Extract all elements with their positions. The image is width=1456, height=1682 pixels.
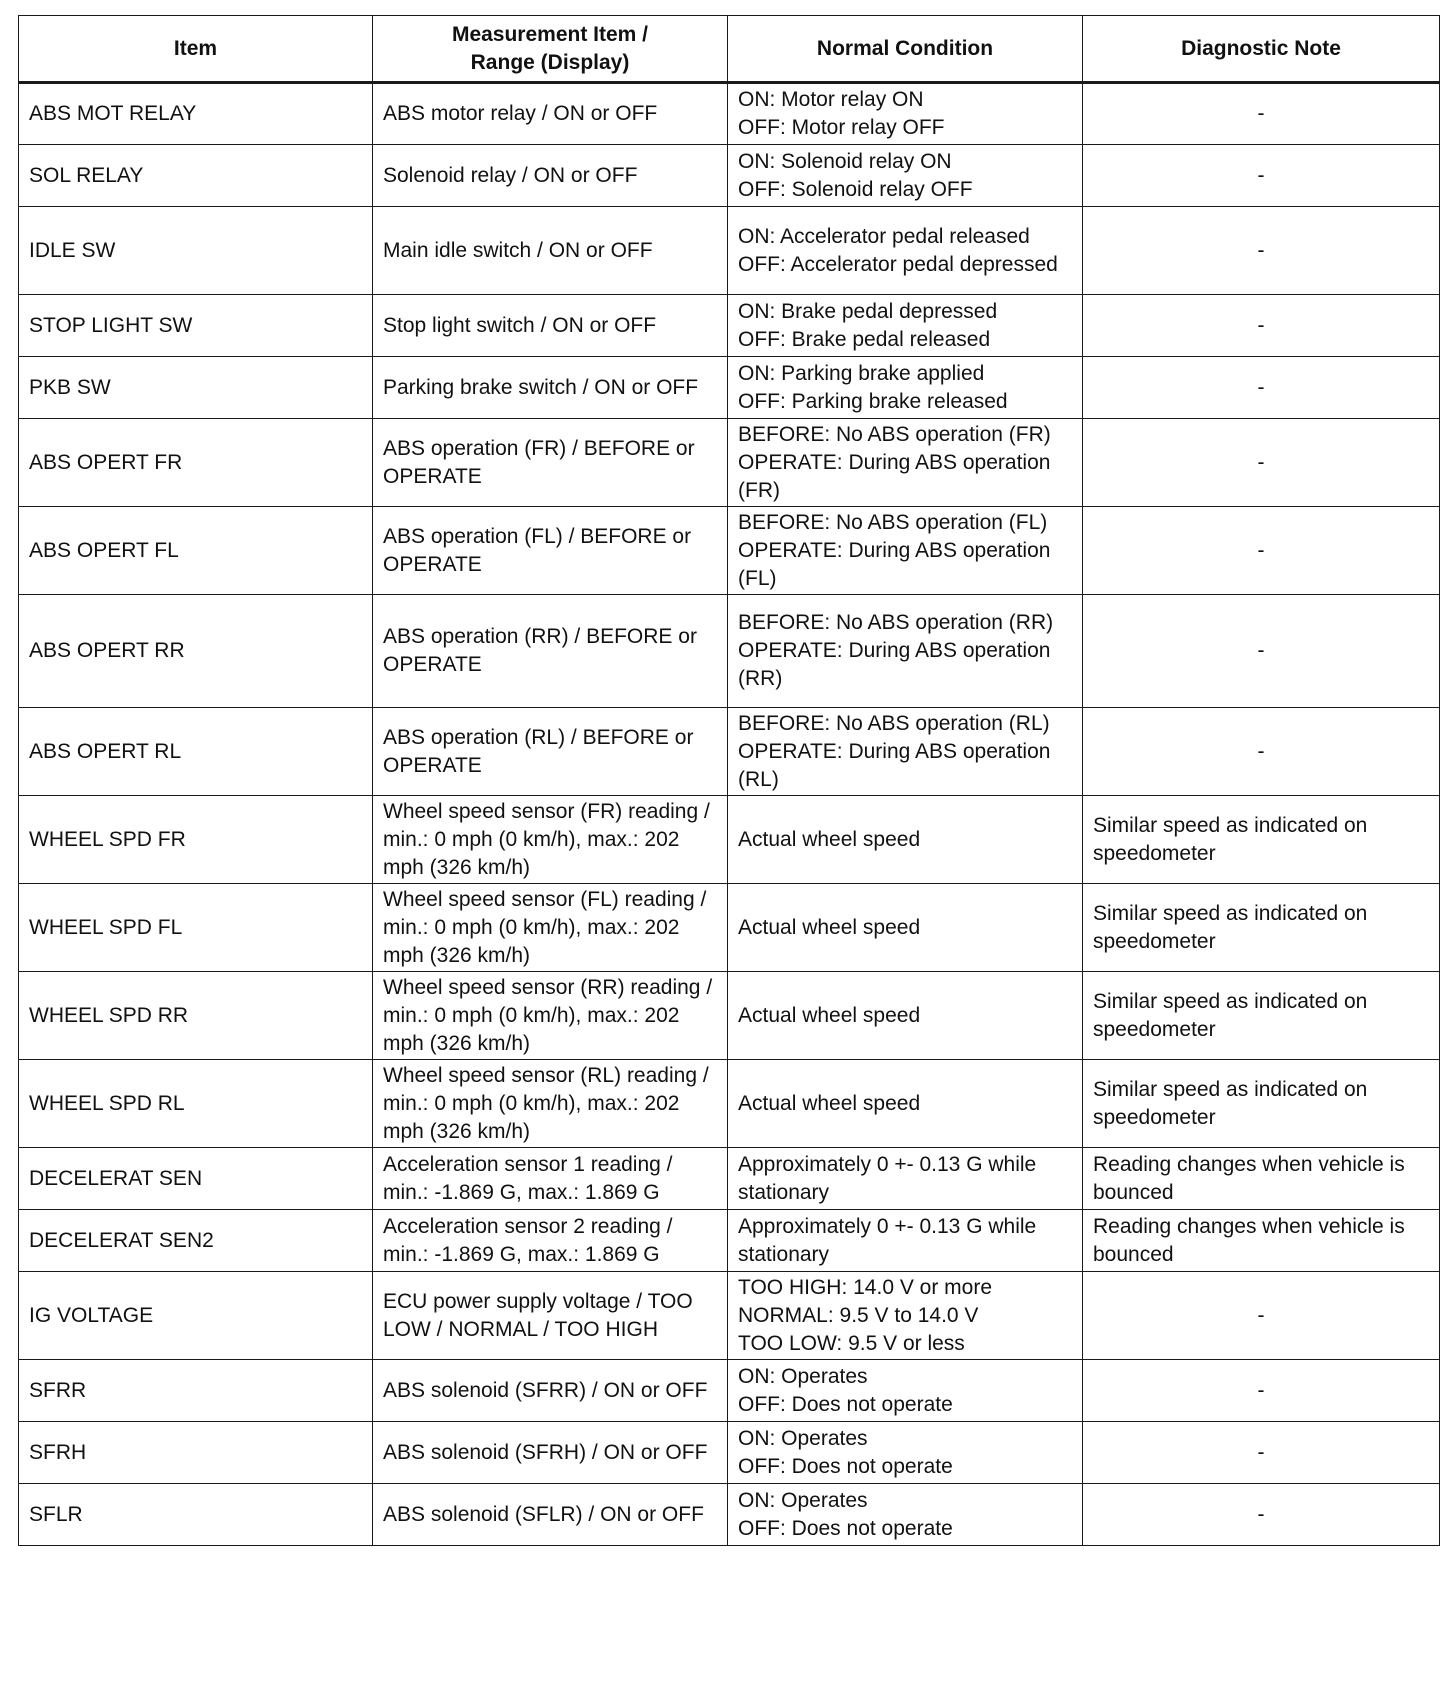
cell-measurement: ABS operation (RL) / BEFORE or OPERATE [373, 708, 728, 796]
table-row [19, 1148, 1440, 1210]
cell-diagnostic-note: - [1083, 357, 1440, 419]
table-row [19, 1484, 1440, 1546]
cell-item: WHEEL SPD FR [19, 796, 373, 884]
cell-normal-condition: BEFORE: No ABS operation (RR) OPERATE: During ABS operation (RR) [728, 595, 1083, 708]
cell-measurement: ABS motor relay / ON or OFF [373, 83, 728, 145]
cell-item: WHEEL SPD RR [19, 972, 373, 1060]
cell-normal-condition: ON: Solenoid relay ON OFF: Solenoid relay OFF [728, 145, 1083, 207]
cell-diagnostic-note: Similar speed as indicated on speedometer [1083, 1060, 1440, 1148]
cell-normal-condition: Actual wheel speed [728, 972, 1083, 1060]
cell-item: SFLR [19, 1484, 373, 1546]
header-item: Item [19, 16, 373, 83]
cell-measurement: Main idle switch / ON or OFF [373, 207, 728, 295]
cell-diagnostic-note: - [1083, 507, 1440, 595]
cell-diagnostic-note: - [1083, 1272, 1440, 1360]
cell-normal-condition: ON: Operates OFF: Does not operate [728, 1422, 1083, 1484]
cell-normal-condition: ON: Operates OFF: Does not operate [728, 1360, 1083, 1422]
table-row [19, 357, 1440, 419]
cell-item: ABS OPERT RL [19, 708, 373, 796]
cell-diagnostic-note: - [1083, 419, 1440, 507]
cell-item: ABS MOT RELAY [19, 83, 373, 145]
cell-diagnostic-note: - [1083, 1484, 1440, 1546]
cell-measurement: ABS operation (RR) / BEFORE or OPERATE [373, 595, 728, 708]
cell-measurement: ABS solenoid (SFRR) / ON or OFF [373, 1360, 728, 1422]
cell-diagnostic-note: Similar speed as indicated on speedometer [1083, 972, 1440, 1060]
cell-item: SFRR [19, 1360, 373, 1422]
cell-normal-condition: ON: Operates OFF: Does not operate [728, 1484, 1083, 1546]
cell-diagnostic-note: - [1083, 708, 1440, 796]
cell-measurement: Stop light switch / ON or OFF [373, 295, 728, 357]
cell-measurement: Solenoid relay / ON or OFF [373, 145, 728, 207]
cell-diagnostic-note: Reading changes when vehicle is bounced [1083, 1148, 1440, 1210]
cell-diagnostic-note: - [1083, 295, 1440, 357]
cell-diagnostic-note: - [1083, 595, 1440, 708]
cell-normal-condition: TOO HIGH: 14.0 V or more NORMAL: 9.5 V to 14.0 V TOO LOW: 9.5 V or less [728, 1272, 1083, 1360]
cell-normal-condition: ON: Accelerator pedal released OFF: Accelerator pedal depressed [728, 207, 1083, 295]
cell-item: IDLE SW [19, 207, 373, 295]
table-row [19, 1422, 1440, 1484]
cell-measurement: ABS solenoid (SFLR) / ON or OFF [373, 1484, 728, 1546]
table-row [19, 1060, 1440, 1148]
table-row [19, 83, 1440, 145]
cell-measurement: ECU power supply voltage / TOO LOW / NORMAL / TOO HIGH [373, 1272, 728, 1360]
cell-item: ABS OPERT FR [19, 419, 373, 507]
cell-diagnostic-note: - [1083, 145, 1440, 207]
cell-measurement: ABS operation (FL) / BEFORE or OPERATE [373, 507, 728, 595]
cell-measurement: ABS operation (FR) / BEFORE or OPERATE [373, 419, 728, 507]
cell-item: WHEEL SPD FL [19, 884, 373, 972]
table-body [19, 83, 1440, 1546]
cell-normal-condition: BEFORE: No ABS operation (FL) OPERATE: During ABS operation (FL) [728, 507, 1083, 595]
cell-item: DECELERAT SEN2 [19, 1210, 373, 1272]
cell-normal-condition: ON: Motor relay ON OFF: Motor relay OFF [728, 83, 1083, 145]
table-row [19, 145, 1440, 207]
table-row [19, 708, 1440, 796]
table-row [19, 1360, 1440, 1422]
cell-normal-condition: Actual wheel speed [728, 1060, 1083, 1148]
cell-normal-condition: ON: Brake pedal depressed OFF: Brake pedal released [728, 295, 1083, 357]
cell-diagnostic-note: - [1083, 1422, 1440, 1484]
cell-item: DECELERAT SEN [19, 1148, 373, 1210]
cell-measurement: Acceleration sensor 2 reading / min.: -1.869 G, max.: 1.869 G [373, 1210, 728, 1272]
cell-measurement: Wheel speed sensor (FR) reading / min.: 0 mph (0 km/h), max.: 202 mph (326 km/h) [373, 796, 728, 884]
cell-normal-condition: Actual wheel speed [728, 796, 1083, 884]
cell-diagnostic-note: Reading changes when vehicle is bounced [1083, 1210, 1440, 1272]
table-row [19, 419, 1440, 507]
cell-measurement: Parking brake switch / ON or OFF [373, 357, 728, 419]
cell-diagnostic-note: - [1083, 1360, 1440, 1422]
cell-normal-condition: Actual wheel speed [728, 884, 1083, 972]
header-normal-condition: Normal Condition [728, 16, 1083, 83]
table-row [19, 207, 1440, 295]
data-list-table [18, 15, 1440, 1546]
table-row [19, 972, 1440, 1060]
table-row [19, 295, 1440, 357]
cell-measurement: Wheel speed sensor (RR) reading / min.: 0 mph (0 km/h), max.: 202 mph (326 km/h) [373, 972, 728, 1060]
cell-item: WHEEL SPD RL [19, 1060, 373, 1148]
cell-item: PKB SW [19, 357, 373, 419]
cell-diagnostic-note: - [1083, 83, 1440, 145]
cell-item: SFRH [19, 1422, 373, 1484]
header-row [19, 16, 1440, 83]
table-row [19, 1210, 1440, 1272]
cell-normal-condition: BEFORE: No ABS operation (FR) OPERATE: During ABS operation (FR) [728, 419, 1083, 507]
cell-measurement: ABS solenoid (SFRH) / ON or OFF [373, 1422, 728, 1484]
cell-item: ABS OPERT RR [19, 595, 373, 708]
cell-measurement: Wheel speed sensor (RL) reading / min.: 0 mph (0 km/h), max.: 202 mph (326 km/h) [373, 1060, 728, 1148]
cell-diagnostic-note: Similar speed as indicated on speedometer [1083, 796, 1440, 884]
cell-diagnostic-note: - [1083, 207, 1440, 295]
header-measurement: Measurement Item / Range (Display) [373, 16, 728, 83]
cell-normal-condition: Approximately 0 +- 0.13 G while stationary [728, 1148, 1083, 1210]
cell-diagnostic-note: Similar speed as indicated on speedometer [1083, 884, 1440, 972]
table-row [19, 595, 1440, 708]
cell-normal-condition: BEFORE: No ABS operation (RL) OPERATE: During ABS operation (RL) [728, 708, 1083, 796]
cell-item: SOL RELAY [19, 145, 373, 207]
table-row [19, 507, 1440, 595]
cell-item: IG VOLTAGE [19, 1272, 373, 1360]
cell-normal-condition: Approximately 0 +- 0.13 G while stationary [728, 1210, 1083, 1272]
header-diagnostic-note: Diagnostic Note [1083, 16, 1440, 83]
table-row [19, 796, 1440, 884]
cell-measurement: Wheel speed sensor (FL) reading / min.: 0 mph (0 km/h), max.: 202 mph (326 km/h) [373, 884, 728, 972]
table-row [19, 1272, 1440, 1360]
cell-item: STOP LIGHT SW [19, 295, 373, 357]
cell-normal-condition: ON: Parking brake applied OFF: Parking brake released [728, 357, 1083, 419]
table-row [19, 884, 1440, 972]
cell-item: ABS OPERT FL [19, 507, 373, 595]
cell-measurement: Acceleration sensor 1 reading / min.: -1.869 G, max.: 1.869 G [373, 1148, 728, 1210]
